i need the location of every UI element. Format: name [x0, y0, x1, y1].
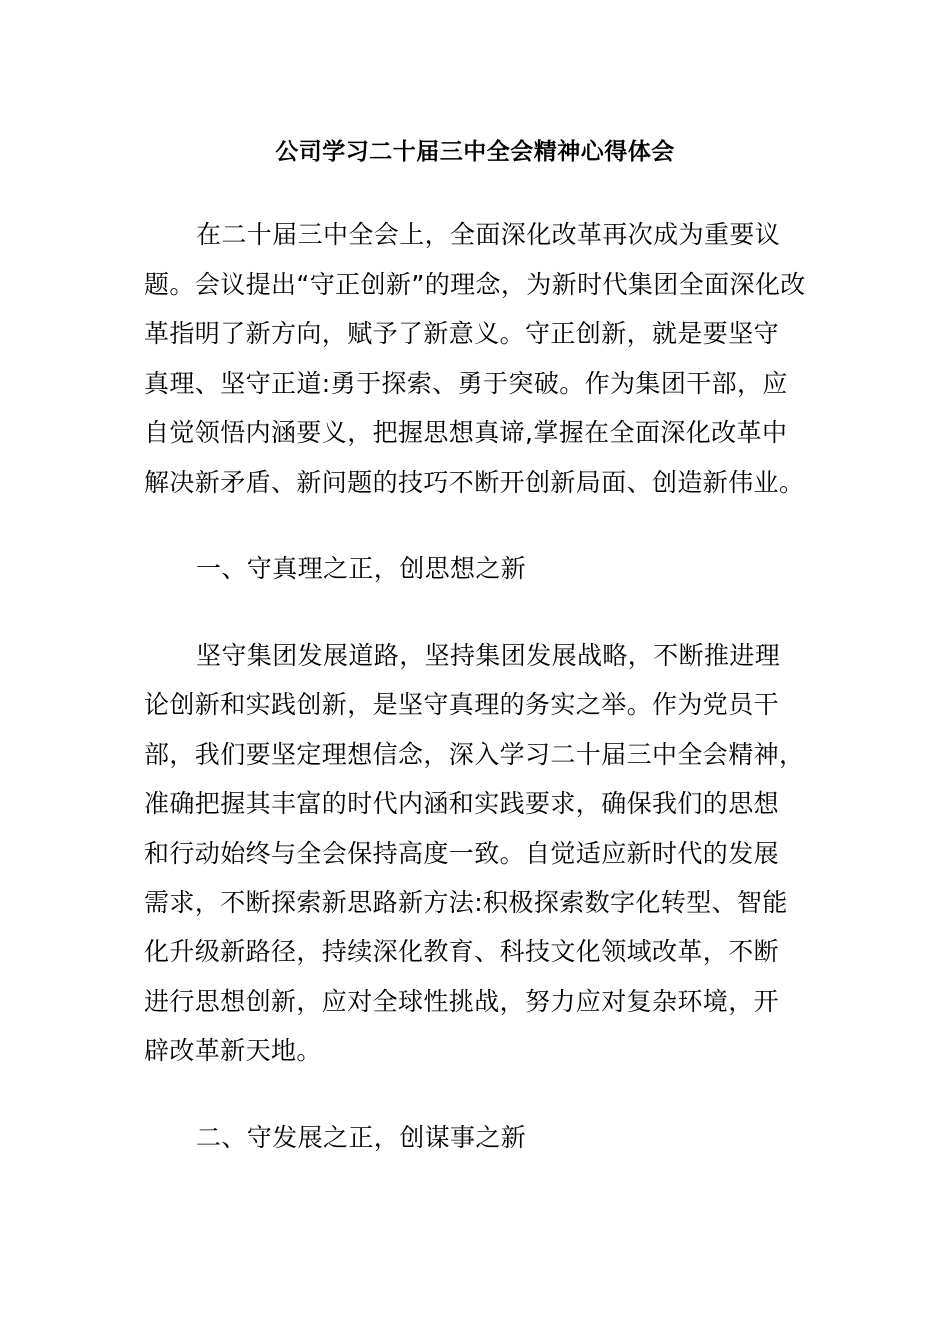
paragraph-line: 辟改革新天地。	[144, 1036, 322, 1065]
paragraph-line: 进行思想创新，应对全球性挑战，努力应对复杂环境，开	[144, 987, 780, 1016]
paragraph-line: 和行动始终与全会保持高度一致。自觉适应新时代的发展	[144, 839, 780, 868]
paragraph-line: 题。会议提出“守正创新”的理念，为新时代集团全面深化改	[144, 270, 806, 299]
paragraph-line: 论创新和实践创新，是坚守真理的务实之举。作为党员干	[144, 690, 780, 719]
paragraph-line: 需求，不断探索新思路新方法:积极探索数字化转型、智能	[144, 888, 788, 917]
section-heading-1: 一、守真理之正，创思想之新	[196, 554, 527, 583]
paragraph-line: 部，我们要坚定理想信念，深入学习二十届三中全会精神，	[144, 740, 805, 769]
paragraph-line: 解决新矛盾、新问题的技巧不断开创新局面、创造新伟业。	[144, 468, 805, 497]
document-title: 公司学习二十届三中全会精神心得体会	[275, 139, 675, 165]
paragraph-line: 坚守集团发展道路，坚持集团发展战略，不断推进理	[196, 641, 781, 670]
paragraph-line: 自觉领悟内涵要义，把握思想真谛,掌握在全面深化改革中	[144, 418, 788, 447]
paragraph-line: 真理、坚守正道:勇于探索、勇于突破。作为集团干部，应	[144, 369, 788, 398]
paragraph-line: 准确把握其丰富的时代内涵和实践要求，确保我们的思想	[144, 789, 780, 818]
paragraph-line: 在二十届三中全会上，全面深化改革再次成为重要议	[196, 220, 781, 249]
paragraph-line: 化升级新路径，持续深化教育、科技文化领域改革，不断	[144, 937, 780, 966]
section-heading-2: 二、守发展之正，创谋事之新	[196, 1123, 527, 1152]
paragraph-line: 革指明了新方向，赋予了新意义。守正创新，就是要坚守	[144, 319, 780, 348]
